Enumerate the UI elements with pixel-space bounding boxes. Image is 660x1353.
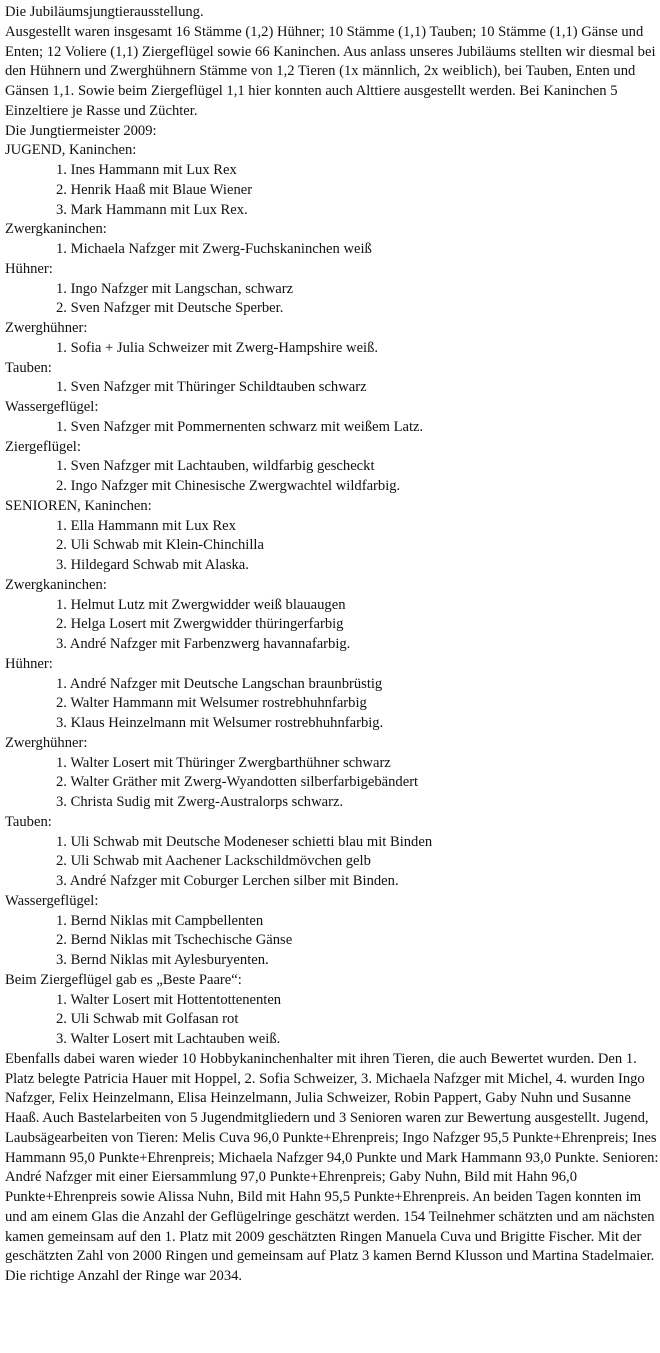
section-heading: Wassergeflügel: xyxy=(5,399,99,415)
result-entry: 3. Klaus Heinzelmann mit Welsumer rostrebhuhnfarbig. xyxy=(56,715,384,731)
result-entry: 1. Sven Nafzger mit Lachtauben, wildfarbig gescheckt xyxy=(56,458,375,475)
result-entry: 3. André Nafzger mit Coburger Lerchen silber mit Binden. xyxy=(56,873,399,889)
result-entry: 2. Walter Hammann mit Welsumer rostrebhuhnfarbig xyxy=(56,695,367,712)
result-entry: 3. Bernd Niklas mit Aylesburyenten. xyxy=(56,952,269,968)
result-entry: 2. Uli Schwab mit Golfasan rot xyxy=(56,1011,239,1028)
result-list xyxy=(5,339,660,359)
section-heading: Tauben: xyxy=(5,813,52,830)
result-entry: 2. Helga Losert mit Zwergwidder thüringerfarbig xyxy=(56,616,344,633)
result-list xyxy=(5,754,660,813)
closing-paragraph: Ebenfalls dabei waren wieder 10 Hobbykaninchenhalter mit ihren Tieren, die auch Bewertet wurden. Den 1. Platz belegte Patricia Hauer mit Hoppel, 2. Sofia Schweizer, 3. Michaela Nafzger mit Michel, 4. wurden Ingo Nafzger, Felix Heinzelmann, Elisa Heinzelmann, Julia Schweizer, Robin Pappert, Gaby Nuhn und Susanne Haaß. Auch Bastelarbeiten von 5 Jugendmitgliedern und 3 Senioren waren zur Bewertung ausgestellt. Jugend, Laubsägearbeiten von Tieren: Melis Cuva 96,0 Punkte+Ehrenpreis; Ingo Nafzger 95,5 Punkte+Ehrenpreis; Ines Hammann 95,0 Punkte+Ehrenpreis; Michaela Nafzger 94,0 Punkte und Mark Hammann 93,0 Punkte. Senioren: André Nafzger mit einer Eiersammlung 97,0 Punkte+Ehrenpreis; Gaby Nuhn, Bild mit Hahn 96,0 Punkte+Ehrenpreis sowie Alissa Nuhn, Bild mit Hahn 95,5 Punkte+Ehrenpreis. An beiden Tagen konnten im und am einem Glas die Anzahl der Geflügelringe geschätzt werden. 154 Teilnehmer schätzten und am nächsten kamen gemeinsam auf den 1. Platz mit 2009 geschätzten Ringen Manuela Cuva und Brigitte Fischer. Mit der geschätzten Zahl von 2000 Ringen und gemeinsam auf Platz 3 kamen Bernd Klusson und Martina Stadelmaier. Die richtige Anzahl der Ringe war 2034. xyxy=(5,1050,659,1284)
result-entry: 1. Sven Nafzger mit Thüringer Schildtauben schwarz xyxy=(56,379,367,396)
result-entry: 1. Michaela Nafzger mit Zwerg-Fuchskaninchen weiß xyxy=(56,241,372,257)
section-heading: Beim Ziergeflügel gab es „Beste Paare“: xyxy=(5,971,242,988)
result-entry: 3. Walter Losert mit Lachtauben weiß. xyxy=(56,1031,281,1047)
section-heading: Zwergkaninchen: xyxy=(5,576,107,593)
section-heading: Tauben: xyxy=(5,359,52,376)
result-entry: 3. Mark Hammann mit Lux Rex. xyxy=(56,201,248,218)
senioren-results xyxy=(5,497,660,1050)
section-heading: SENIOREN, Kaninchen: xyxy=(5,497,152,514)
champions-heading: Die Jungtiermeister 2009: xyxy=(5,122,157,139)
result-list xyxy=(5,240,660,260)
result-entry: 1. Bernd Niklas mit Campbellenten xyxy=(56,912,264,929)
result-list xyxy=(5,457,660,497)
section-heading: Ziergeflügel: xyxy=(5,438,81,455)
section-heading: Wassergeflügel: xyxy=(5,892,99,909)
section-heading: Hühner: xyxy=(5,260,53,277)
result-entry: 3. Hildegard Schwab mit Alaska. xyxy=(56,557,249,573)
section-heading: Zwergkaninchen: xyxy=(5,221,107,238)
result-entry: 1. Ingo Nafzger mit Langschan, schwarz xyxy=(56,280,294,297)
result-list xyxy=(5,675,660,734)
result-list xyxy=(5,912,660,971)
result-entry: 2. Ingo Nafzger mit Chinesische Zwergwachtel wildfarbig. xyxy=(56,478,401,494)
result-entry: 1. Ella Hammann mit Lux Rex xyxy=(56,517,236,534)
result-entry: 2. Walter Gräther mit Zwerg-Wyandotten silberfarbigebändert xyxy=(56,774,419,791)
document-title: Die Jubiläumsjungtierausstellung. xyxy=(5,4,204,20)
section-heading: Zwerghühner: xyxy=(5,734,88,751)
result-entry: 3. Christa Sudig mit Zwerg-Australorps schwarz. xyxy=(56,794,344,810)
result-list xyxy=(5,833,660,892)
result-entry: 1. Uli Schwab mit Deutsche Modeneser schietti blau mit Binden xyxy=(56,833,433,850)
result-entry: 1. Helmut Lutz mit Zwergwidder weiß blauaugen xyxy=(56,596,346,613)
result-entry: 1. Sven Nafzger mit Pommernenten schwarz mit weißem Latz. xyxy=(56,418,424,435)
section-heading: Hühner: xyxy=(5,655,53,672)
result-entry: 2. Uli Schwab mit Aachener Lackschildmövchen gelb xyxy=(56,853,371,870)
result-entry: 1. Sofia + Julia Schweizer mit Zwerg-Hampshire weiß. xyxy=(56,339,379,356)
result-list xyxy=(5,517,660,576)
jugend-results xyxy=(5,141,660,497)
result-entry: 2. Bernd Niklas mit Tschechische Gänse xyxy=(56,932,293,949)
result-entry: 1. André Nafzger mit Deutsche Langschan braunbrüstig xyxy=(56,675,383,692)
result-list xyxy=(5,280,660,320)
intro-paragraph: Ausgestellt waren insgesamt 16 Stämme (1,2) Hühner; 10 Stämme (1,1) Tauben; 10 Stämme (1,1) Gänse und Enten; 12 Voliere (1,1) Ziergeflügel sowie 66 Kaninchen. Aus anlass unseres Jubiläums stellten wir diesmal bei den Hühnern und Zwerghühnern Stämme von 1,2 Tieren (1x männlich, 2x weiblich), bei Tauben, Enten und Gänsen 1,1. Sowie beim Ziergeflügel 1,1 hier konnten auch Alttiere ausgestellt werden. Bei Kaninchen 5 Einzeltiere je Rasse und Züchter. xyxy=(5,23,656,119)
result-list xyxy=(5,991,660,1050)
result-entry: 2. Henrik Haaß mit Blaue Wiener xyxy=(56,181,253,198)
result-entry: 2. Uli Schwab mit Klein-Chinchilla xyxy=(56,537,264,554)
result-list xyxy=(5,161,660,220)
result-entry: 1. Ines Hammann mit Lux Rex xyxy=(56,162,237,178)
result-list xyxy=(5,596,660,655)
section-heading: JUGEND, Kaninchen: xyxy=(5,142,137,159)
result-list xyxy=(5,378,660,398)
result-entry: 1. Walter Losert mit Hottentottenenten xyxy=(56,991,282,1008)
section-heading: Zwerghühner: xyxy=(5,320,88,336)
result-entry: 2. Sven Nafzger mit Deutsche Sperber. xyxy=(56,300,284,317)
result-entry: 1. Walter Losert mit Thüringer Zwergbarthühner schwarz xyxy=(56,754,391,771)
result-entry: 3. André Nafzger mit Farbenzwerg havannafarbig. xyxy=(56,636,351,652)
result-list xyxy=(5,418,660,438)
